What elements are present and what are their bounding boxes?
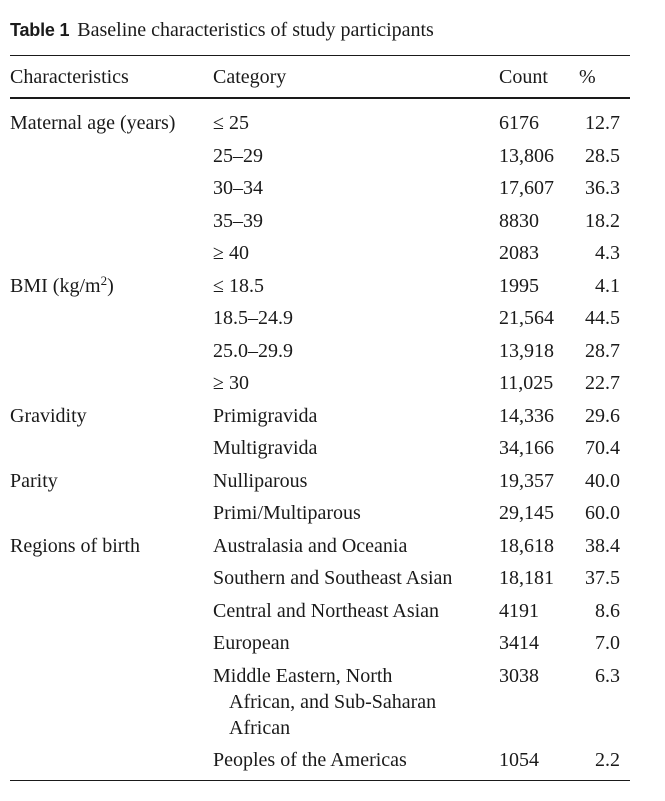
header-percent: % — [579, 66, 596, 88]
category-cell: 30–34 — [213, 177, 263, 199]
count-cell: 14,336 — [499, 404, 554, 427]
category-cell: Australasia and Oceania — [213, 534, 408, 557]
category-cell: ≥ 30 — [213, 372, 249, 394]
characteristic-cell: Maternal age (years) — [10, 112, 176, 134]
category-cell: ≤ 18.5 — [213, 274, 264, 297]
table-title: Baseline characteristics of study participants — [77, 19, 434, 41]
count-cell: 4191 — [499, 599, 539, 622]
count-cell: 3414 — [499, 632, 539, 654]
count-cell: 2083 — [499, 242, 539, 264]
category-cell: Peoples of the Americas — [213, 749, 407, 771]
percent-cell: 4.3 — [595, 242, 620, 264]
table-row — [10, 98, 630, 140]
table-row — [10, 744, 630, 777]
table-row — [10, 302, 630, 335]
table-row — [10, 497, 630, 530]
table-label: Table 1 — [10, 20, 70, 40]
category-line: Middle Eastern, North — [213, 664, 393, 687]
characteristic-cell — [10, 237, 213, 270]
percent-cell: 37.5 — [585, 567, 620, 589]
category-cell: ≥ 40 — [213, 242, 249, 264]
count-cell: 6176 — [499, 112, 539, 134]
header-row — [10, 56, 630, 98]
percent-cell: 6.3 — [595, 664, 620, 687]
characteristic-cell — [10, 367, 213, 400]
characteristic-cell — [10, 497, 213, 530]
category-cell: Central and Northeast Asian — [213, 599, 440, 622]
category-cell: European — [213, 632, 290, 654]
percent-cell: 60.0 — [585, 502, 620, 524]
characteristic-cell — [10, 270, 213, 303]
category-cell: Primigravida — [213, 404, 318, 427]
count-cell: 17,607 — [499, 177, 554, 199]
category-line: African, and Sub-Saharan — [229, 690, 437, 713]
superscript: 2 — [100, 272, 108, 288]
percent-cell: 8.6 — [595, 599, 620, 622]
characteristic-cell — [10, 172, 213, 205]
characteristic-text: BMI (kg/m — [10, 274, 101, 297]
characteristic-cell — [10, 562, 213, 595]
category-cell: Southern and Southeast Asian — [213, 567, 453, 589]
category-cell: 25.0–29.9 — [213, 339, 293, 362]
header-category: Category — [213, 66, 287, 88]
table-row — [10, 205, 630, 238]
table-caption — [10, 17, 434, 43]
characteristic-cell — [10, 432, 213, 465]
table-row — [10, 530, 630, 563]
category-cell: 18.5–24.9 — [213, 307, 293, 329]
table-row — [10, 237, 630, 270]
count-cell: 18,181 — [499, 567, 554, 589]
category-cell: Primi/Multiparous — [213, 502, 361, 524]
count-cell: 3038 — [499, 664, 539, 687]
table-row — [10, 172, 630, 205]
characteristic-cell: Parity — [10, 469, 58, 492]
table-row — [10, 465, 630, 498]
count-cell: 34,166 — [499, 437, 554, 459]
category-cell: Nulliparous — [213, 469, 308, 492]
count-cell: 18,618 — [499, 534, 554, 557]
characteristic-cell — [10, 660, 213, 745]
characteristic-cell — [10, 140, 213, 173]
count-cell: 19,357 — [499, 469, 554, 492]
category-cell — [213, 660, 499, 745]
count-cell: 1995 — [499, 274, 539, 297]
percent-cell: 7.0 — [595, 632, 620, 654]
percent-cell: 18.2 — [585, 209, 620, 232]
percent-cell: 28.7 — [585, 339, 620, 362]
table-row — [10, 562, 630, 595]
category-cell: 35–39 — [213, 209, 263, 232]
table-row — [10, 627, 630, 660]
table-row — [10, 432, 630, 465]
percent-cell: 29.6 — [585, 404, 620, 427]
characteristic-cell — [10, 595, 213, 628]
characteristic-cell — [10, 335, 213, 368]
percent-cell: 4.1 — [595, 274, 620, 297]
header-count: Count — [499, 66, 548, 88]
category-line: African — [229, 716, 291, 739]
table-row — [10, 595, 630, 628]
percent-cell: 2.2 — [595, 749, 620, 771]
count-cell: 21,564 — [499, 307, 554, 329]
percent-cell: 44.5 — [585, 307, 620, 329]
table-row — [10, 660, 630, 745]
percent-cell: 12.7 — [585, 112, 620, 134]
characteristic-cell — [10, 744, 213, 777]
characteristic-cell: Regions of birth — [10, 534, 140, 557]
characteristic-cell — [10, 302, 213, 335]
characteristic-cell: Gravidity — [10, 404, 87, 427]
baseline-table — [10, 56, 630, 777]
category-cell: ≤ 25 — [213, 112, 249, 134]
percent-cell: 22.7 — [585, 372, 620, 394]
percent-cell: 38.4 — [585, 534, 620, 557]
percent-cell: 70.4 — [585, 437, 620, 459]
characteristic-cell — [10, 627, 213, 660]
count-cell: 1054 — [499, 749, 539, 771]
percent-cell: 28.5 — [585, 144, 620, 167]
count-cell: 13,918 — [499, 339, 554, 362]
characteristic-suffix: ) — [107, 274, 114, 297]
characteristic-cell — [10, 205, 213, 238]
count-cell: 29,145 — [499, 502, 554, 524]
table-row — [10, 367, 630, 400]
percent-cell: 36.3 — [585, 177, 620, 199]
bottom-rule — [10, 780, 630, 781]
count-cell: 13,806 — [499, 144, 554, 167]
category-cell: Multigravida — [213, 437, 318, 459]
count-cell: 8830 — [499, 209, 539, 232]
table-row — [10, 270, 630, 303]
count-cell: 11,025 — [499, 372, 554, 394]
header-characteristics: Characteristics — [10, 66, 129, 88]
table-row — [10, 400, 630, 433]
table-row — [10, 140, 630, 173]
table-row — [10, 335, 630, 368]
category-cell: 25–29 — [213, 144, 263, 167]
percent-cell: 40.0 — [585, 469, 620, 492]
